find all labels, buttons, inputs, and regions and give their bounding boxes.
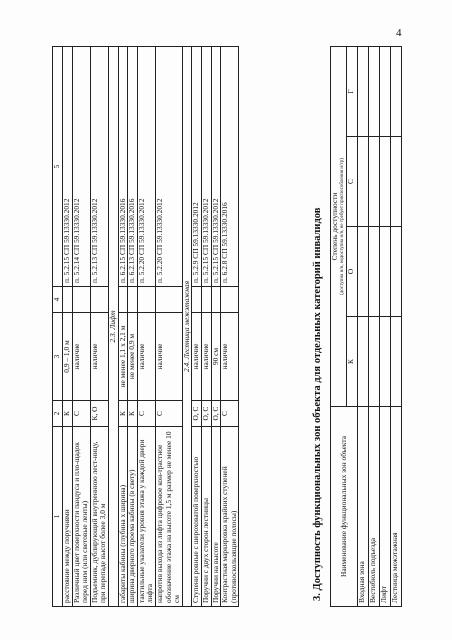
requirements-table <box>52 46 239 607</box>
table-row <box>192 47 202 607</box>
table-cell-2: С <box>72 401 90 427</box>
category-g: Г <box>346 46 357 136</box>
table-cell-5: п. 6.2.13 СП 59.13330.2016 <box>128 47 138 287</box>
zone-degree-cell <box>357 317 368 407</box>
table-cell-2: С <box>221 401 239 427</box>
section-3-title: 3. Доступность функциональных зон объекта для отдельных категорий инвалидов <box>312 207 323 601</box>
table-cell-4 <box>128 287 138 313</box>
table-cell-5: п. 5.2.15 СП 59.13330.2012 <box>211 47 221 287</box>
table-cell-3: наличие <box>221 313 239 401</box>
degree-title: Степень доступности <box>330 192 339 261</box>
col-header-5: 5 <box>53 47 63 287</box>
table-row <box>201 47 211 607</box>
table-cell-1: Ступени ровные с шероховатой поверхностью <box>192 427 202 607</box>
table-cell-2: О, С <box>201 401 211 427</box>
table-cell-5: п. 5.2.14 СП 59.13330.2012 <box>72 47 90 287</box>
zone-degree-cell <box>379 46 390 136</box>
rotated-sheet <box>52 47 412 607</box>
zone-row <box>379 46 390 606</box>
table-cell-1: тактильные указатели уровня этажа у каждой двери лифта <box>137 427 155 607</box>
table-cell-3: наличие <box>201 313 211 401</box>
table-cell-2: О, С <box>192 401 202 427</box>
table-cell-5: п. 5.2.20 СП 59.13330.2012 <box>155 47 182 287</box>
table-cell-1: Контрастная маркировка крайних ступеней (противоскользящие полосы) <box>221 427 239 607</box>
table-cell-2: С <box>155 401 182 427</box>
zone-name: Лестница межэтажная <box>390 407 401 607</box>
table-row <box>90 47 108 607</box>
table-cell-4 <box>211 287 221 313</box>
table-row <box>63 47 73 607</box>
table-cell-3: 90 см <box>211 313 221 401</box>
table-cell-4 <box>137 287 155 313</box>
table-cell-5: п. 5.2.20 СП 59.13330.2012 <box>137 47 155 287</box>
table-cell-3: наличие <box>90 313 108 401</box>
zone-row <box>390 46 401 606</box>
table-row <box>137 47 155 607</box>
col-header-4: 4 <box>53 287 63 313</box>
table-row <box>72 47 90 607</box>
zone-row <box>368 46 379 606</box>
table-cell-3: не менее 0,9 м <box>128 313 138 401</box>
section-lift <box>108 47 118 607</box>
zone-degree-cell <box>357 46 368 136</box>
table-cell-1: Различный цвет поверхности пандуса и пло-щадок перед ним (или световые ленты) <box>72 427 90 607</box>
col-header-2: 2 <box>53 401 63 427</box>
table-cell-2: С <box>137 401 155 427</box>
table-cell-1: напротив выхода из лифта цифровое кон-трастное обозначение этажа на высоте 1,5 м размер не менее 10 см <box>155 427 182 607</box>
zone-name: Входная зона <box>357 407 368 607</box>
table-cell-1: ширина дверного проема кабины (в свету) <box>128 427 138 607</box>
table-cell-3: наличие <box>72 313 90 401</box>
header-row <box>53 47 63 607</box>
table-cell-3: не менее 1,1 х 2,1 м <box>118 313 128 401</box>
table-cell-4 <box>221 287 239 313</box>
table-cell-3: наличие <box>137 313 155 401</box>
category-k: К <box>346 317 357 407</box>
table-cell-5: п. 6.2.8 СП 59.13330.2016 <box>221 47 239 287</box>
table-row <box>128 47 138 607</box>
table-cell-4 <box>90 287 108 313</box>
section-lift-label: 2.3. Лифт <box>108 47 118 607</box>
zone-degree-cell <box>379 227 390 317</box>
table-cell-1: габариты кабины (глубина х ширина) <box>118 427 128 607</box>
category-s: С <box>346 137 357 227</box>
table-cell-3: наличие <box>155 313 182 401</box>
table-cell-4 <box>118 287 128 313</box>
page-number: 4 <box>396 27 402 39</box>
zones-header-row <box>331 46 347 606</box>
table-cell-1: Поручни с двух сторон лестницы <box>201 427 211 607</box>
col-header-1: 1 <box>53 427 63 607</box>
table-cell-1: Подъемник, дублирующий внутреннюю лест-ницу, при перепаде высот более 3,0 м <box>90 427 108 607</box>
zone-degree-cell <box>357 227 368 317</box>
zone-row <box>357 46 368 606</box>
zone-name: Лифт <box>379 407 390 607</box>
zone-degree-cell <box>390 46 401 136</box>
table-cell-5: п. 6.2.15 СП 59.13330.2016 <box>118 47 128 287</box>
table-row <box>155 47 182 607</box>
zones-name-header: Наименование функциональных зон объекта <box>331 407 358 607</box>
zone-degree-cell <box>368 46 379 136</box>
zone-degree-cell <box>390 227 401 317</box>
zone-degree-cell <box>357 137 368 227</box>
table-cell-5: п. 5.2.9 СП 59.13330.2012 <box>192 47 202 287</box>
table-cell-3: наличие <box>192 313 202 401</box>
zone-degree-cell <box>379 317 390 407</box>
table-cell-4 <box>72 287 90 313</box>
table-cell-4 <box>63 287 73 313</box>
section-stairs-label: 2.4. Лестница межэтажная <box>182 47 192 607</box>
table-cell-5: п. 5.2.13 СП 59.13330.2012 <box>90 47 108 287</box>
zone-degree-cell <box>390 317 401 407</box>
zone-degree-cell <box>368 227 379 317</box>
degree-header <box>331 46 347 406</box>
table-cell-2: К <box>63 401 73 427</box>
zone-degree-cell <box>368 317 379 407</box>
table-cell-3: 0,9 – 1,0 м <box>63 313 73 401</box>
table-cell-4 <box>192 287 202 313</box>
table-cell-2: О, С <box>211 401 221 427</box>
table-cell-1: Поручни на высоте <box>211 427 221 607</box>
table-cell-2: К <box>118 401 128 427</box>
degree-note: (доступна и/н, недоступна н/н, не требует приспособления н/тр) <box>339 158 345 295</box>
category-o: О <box>346 227 357 317</box>
table-cell-5: п. 5.2.15 СП 59.13330.2012 <box>201 47 211 287</box>
table-cell-2: К, О <box>90 401 108 427</box>
col-header-3: 3 <box>53 313 63 401</box>
zone-degree-cell <box>379 137 390 227</box>
table-cell-5: п. 5.2.15 СП 59.13330.2012 <box>63 47 73 287</box>
zones-table <box>330 46 402 607</box>
table-row <box>221 47 239 607</box>
table-cell-2: К <box>128 401 138 427</box>
table-cell-1: расстояние между поручнями <box>63 427 73 607</box>
zone-name: Вестибюль подъезда <box>368 407 379 607</box>
zone-degree-cell <box>368 137 379 227</box>
table-cell-4 <box>201 287 211 313</box>
zone-degree-cell <box>390 137 401 227</box>
table-cell-4 <box>155 287 182 313</box>
